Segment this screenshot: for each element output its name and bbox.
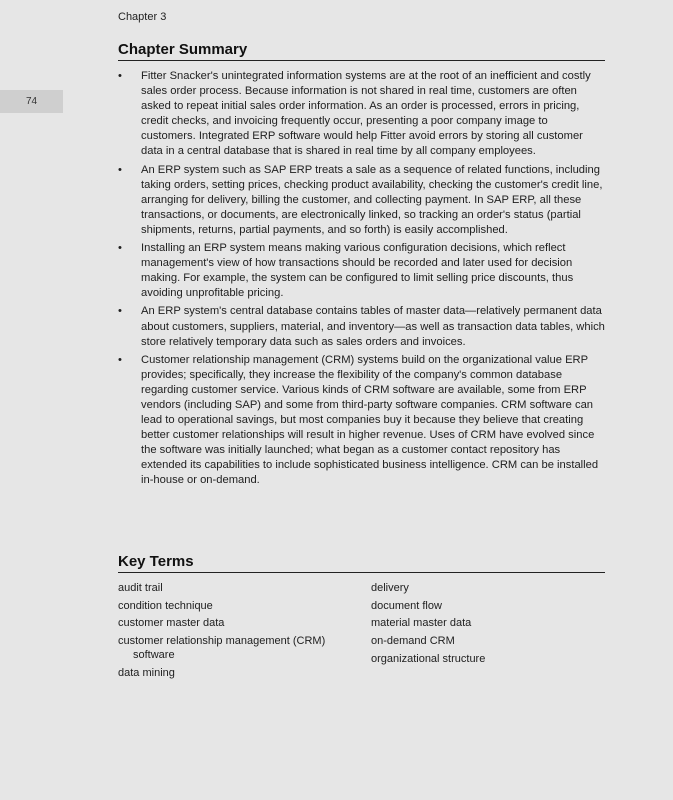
summary-item [118,241,605,301]
summary-item [118,304,605,349]
summary-item-text: Installing an ERP system means making various configuration decisions, which reflect management's view of how transactions should be recorded and later used for decision making. For example, the system can be configured to limit selling price discounts, thus avoiding unprofitable pricing. [141,242,574,300]
summary-item-text: An ERP system such as SAP ERP treats a sale as a sequence of related functions, including taking orders, setting prices, checking product availability, checking the customer's credit line, arranging for delivery, billing the customer, and collecting payment. In SAP ERP, all these transactions, or documents, are electronically linked, so tracking an order's status (partial shipments, returns, partial payments, and so forth) is easily accomplished. [141,163,603,236]
key-term [118,634,371,662]
key-term: audit trail [118,582,163,594]
key-terms-grid [118,581,605,683]
key-term-line: customer relationship management (CRM) [118,635,326,648]
key-term: delivery [371,582,409,594]
chapter-summary-section [118,41,605,492]
chapter-summary-heading: Chapter Summary [118,41,605,61]
bullet-icon: • [118,70,122,82]
key-terms-section [118,553,605,683]
summary-item [118,353,605,489]
chapter-label: Chapter 3 [118,11,167,23]
key-term: material master data [371,617,472,630]
key-terms-heading: Key Terms [118,553,605,573]
bullet-icon: • [118,242,122,255]
summary-item-text: Fitter Snacker's unintegrated information systems are at the root of an inefficient and costly sales order process. Because information is not shared in real time, customers are often asked to repeat initial sales order information. As an order is processed, errors in pricing, credit checks, and invoicing frequently occur, presenting a poor company image to customers. Integrated ERP software would help Fitter avoid errors by storing all customer data in a central database that is shared in real time by all company employees. [141,70,591,158]
key-term: organizational structure [371,652,486,665]
bullet-icon: • [118,305,122,318]
key-terms-left-column [118,581,371,683]
key-term: document flow [371,599,442,612]
summary-item-text: Customer relationship management (CRM) systems build on the organizational value ERP provides; specifically, they increase the flexibility of the company's common database regarding customer service. Various kinds of CRM software are available, some from ERP vendors (including SAP) and some from third-party software companies. CRM software can lead to operational savings, but most companies buy it because they believe that creating better customer relationships will result in higher revenue. Uses of CRM have evolved since the software was initially launched; what began as a customer contact repository has extended its capabilities to include sophisticated business intelligence. CRM can be installed in-house or on-demand. [141,353,599,487]
summary-list [118,69,605,489]
summary-item [118,69,605,160]
summary-item-text: An ERP system's central database contains tables of master data—relatively permanent data about customers, suppliers, material, and inventory—as well as transaction data tables, which store relatively temporary data such as sales orders and invoices. [141,305,605,348]
bullet-icon: • [118,163,122,176]
summary-item [118,163,605,238]
key-term: on-demand CRM [371,635,455,648]
bullet-icon: • [118,353,122,366]
key-term: condition technique [118,599,213,612]
key-term-continuation: software [133,649,175,662]
key-terms-right-column [371,581,485,683]
key-term: customer master data [118,617,225,630]
page-number-tab: 74 [0,90,63,113]
key-term: data mining [118,666,175,679]
